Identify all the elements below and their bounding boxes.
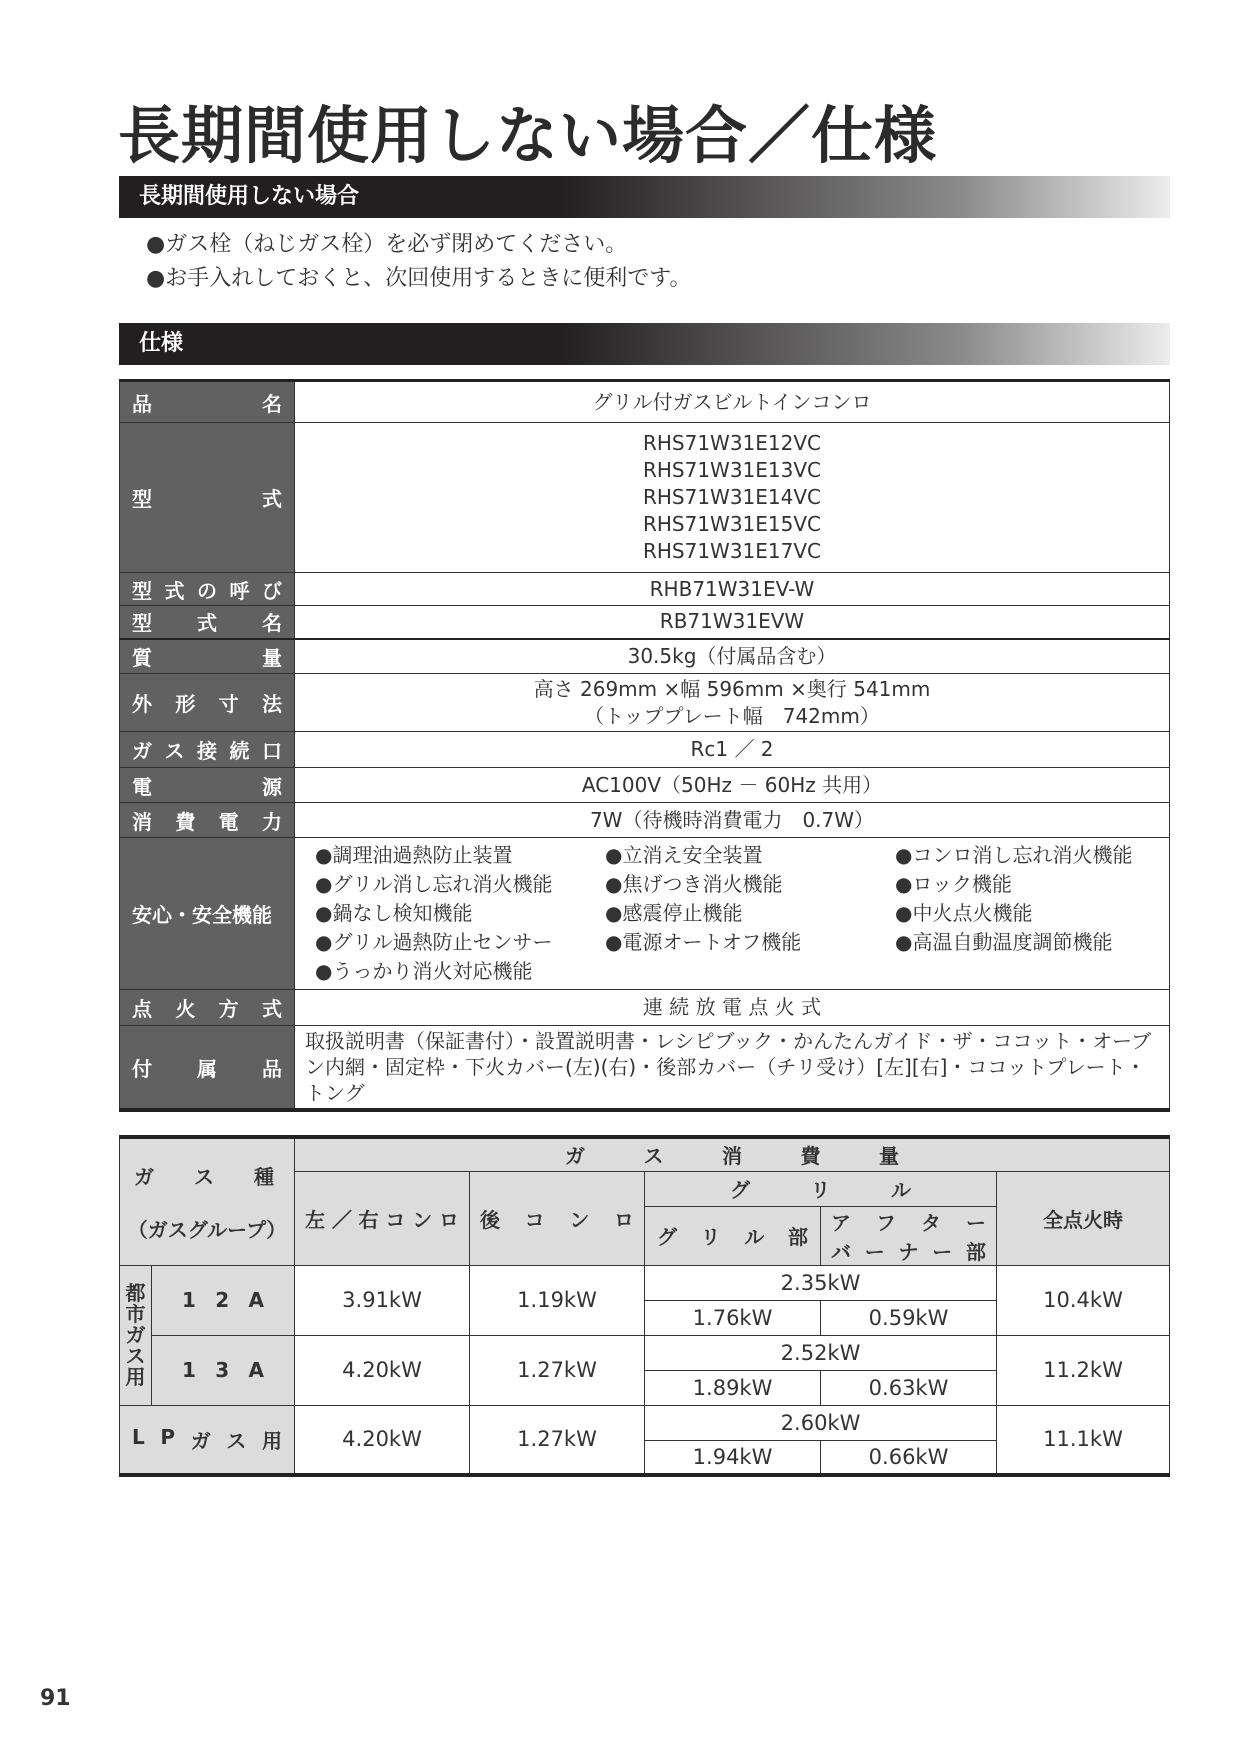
label-char: ー	[864, 1239, 885, 1264]
label-char: L	[132, 1424, 145, 1449]
spec-value: グリル付ガスビルトインコンロ	[295, 381, 1170, 423]
storage-bullet: ●ガス栓（ねじガス栓）を必ず閉めてください。	[146, 232, 628, 257]
spread-label	[645, 1174, 996, 1203]
grill-total-value: 2.35kW	[645, 1265, 997, 1300]
spread-label	[470, 1204, 644, 1233]
label-char: ス	[643, 1144, 664, 1169]
spec-label	[120, 768, 295, 803]
safety-feature: ●鍋なし検知機能	[315, 901, 473, 925]
spec-row-gas-connection	[120, 732, 1170, 768]
spec-row-power-consumption	[120, 803, 1170, 838]
label-char: ル	[744, 1225, 765, 1249]
left-right-value: 4.20kW	[295, 1335, 470, 1405]
grill-total-value: 2.60kW	[645, 1405, 997, 1440]
all-burners-header: 全点火時	[997, 1171, 1170, 1265]
section-heading-storage: 長期間使用しない場合	[119, 176, 1170, 218]
page-title: 長期間使用しない場合／仕様	[118, 99, 938, 172]
label-char: 型	[132, 487, 152, 511]
label-char: 呼	[229, 578, 250, 603]
all-burners-value: 10.4kW	[997, 1265, 1170, 1335]
label-char: ー	[932, 1239, 953, 1264]
gas-name	[152, 1265, 295, 1335]
spec-value	[295, 674, 1170, 732]
label-char: 部	[787, 1225, 808, 1249]
spec-row-ignition	[120, 990, 1170, 1026]
model-number: RHS71W31E15VC	[642, 512, 822, 536]
model-number: RHS71W31E13VC	[642, 458, 822, 482]
label-char: 接	[197, 739, 217, 763]
spec-value	[295, 1026, 1170, 1111]
label-char: 火	[175, 997, 196, 1021]
label-char: ナ	[898, 1239, 919, 1264]
rear-burner-header	[470, 1171, 645, 1265]
label-char: 左	[305, 1207, 326, 1232]
spec-value: 連 続 放 電 点 火 式	[295, 990, 1170, 1026]
safety-feature: ●グリル過熱防止センサー	[315, 930, 553, 954]
label-char: ン	[412, 1207, 433, 1232]
rear-value: 1.27kW	[470, 1335, 645, 1405]
safety-feature: ●焦げつき消火機能	[605, 872, 783, 896]
label-char: 品	[262, 1056, 282, 1081]
safety-feature: ●うっかり消火対応機能	[315, 959, 533, 983]
storage-bullet: ●お手入れしておくと、次回使用するときに便利です。	[146, 266, 692, 291]
spec-row-product-name	[120, 381, 1170, 423]
spec-value	[295, 838, 1170, 990]
safety-feature: ●コンロ消し忘れ消火機能	[895, 843, 1133, 867]
label-char: 費	[800, 1144, 821, 1169]
grill-part-value: 1.94kW	[645, 1440, 821, 1475]
gas-name	[152, 1335, 295, 1405]
label-char: ガ	[190, 1428, 211, 1453]
safety-feature: ●中火点火機能	[895, 901, 1033, 925]
grill-header	[645, 1171, 997, 1206]
grill-total-value: 2.52kW	[645, 1335, 997, 1370]
label-char: 属	[197, 1056, 217, 1081]
label-char: グ	[730, 1178, 751, 1202]
all-burners-value: 11.2kW	[997, 1335, 1170, 1405]
label-char: 式	[261, 997, 282, 1021]
safety-feature: ●グリル消し忘れ消火機能	[315, 872, 553, 896]
label-char: 続	[229, 739, 250, 763]
model-number: RHS71W31E14VC	[642, 485, 822, 509]
label-char: ／	[331, 1207, 352, 1232]
spread-label	[132, 642, 282, 671]
spec-row-dimensions	[120, 674, 1170, 732]
city-gas-vertical-label: 都市ガス用	[125, 1280, 146, 1389]
dimensions-line: （トッププレート幅 742mm）	[584, 703, 880, 728]
spec-label	[120, 573, 295, 606]
gas-header-row	[120, 1137, 1170, 1171]
after-burner-header	[821, 1206, 997, 1265]
spread-label	[132, 993, 282, 1022]
label-char: 型	[132, 611, 152, 636]
label-char: バ	[831, 1239, 852, 1264]
page-number: 91	[40, 1686, 71, 1711]
spec-label	[120, 639, 295, 674]
spec-row-safety	[120, 838, 1170, 990]
spec-label: 安心・安全機能	[120, 838, 295, 990]
safety-feature: ●立消え安全装置	[605, 843, 763, 867]
label-char: 型	[132, 578, 152, 603]
spread-label	[645, 1221, 820, 1250]
safety-feature: ●電源オートオフ機能	[605, 930, 802, 954]
safety-feature: ●高温自動温度調節機能	[895, 930, 1113, 954]
spec-label	[120, 1026, 295, 1111]
left-right-value: 3.91kW	[295, 1265, 470, 1335]
label-char: 寸	[218, 692, 239, 716]
rear-value: 1.27kW	[470, 1405, 645, 1475]
safety-feature: ●感震停止機能	[605, 901, 743, 925]
gas-name	[120, 1405, 295, 1475]
label-char: の	[197, 578, 217, 603]
label-char: 部	[966, 1239, 987, 1264]
label-char: ー	[966, 1210, 987, 1235]
model-number: RHS71W31E12VC	[642, 431, 822, 455]
label-char: ア	[831, 1210, 852, 1235]
spread-label	[132, 1053, 282, 1082]
spec-label	[120, 803, 295, 838]
gas-type-header	[120, 1137, 295, 1265]
spec-row-accessories	[120, 1026, 1170, 1111]
spread-label	[295, 1140, 1169, 1169]
spec-row-power-source	[120, 768, 1170, 803]
model-number: RHS71W31E17VC	[642, 539, 822, 563]
spec-label	[120, 674, 295, 732]
grill-part-header	[645, 1206, 821, 1265]
spread-label	[152, 1358, 294, 1382]
label-char: 式	[262, 487, 282, 511]
spec-label	[120, 990, 295, 1026]
label-char: 2	[215, 1288, 230, 1312]
label-char: コ	[524, 1207, 545, 1232]
label-char: 質	[132, 645, 152, 670]
label-char: ス	[194, 1164, 214, 1189]
gas-group-label: （ガスグループ）	[127, 1217, 287, 1242]
label-char: 後	[480, 1207, 501, 1232]
spec-label	[120, 423, 295, 573]
label-char: 電	[218, 809, 239, 834]
label-char: 種	[254, 1164, 274, 1189]
spread-label	[821, 1207, 996, 1236]
spec-row-weight	[120, 639, 1170, 674]
spec-value	[295, 423, 1170, 573]
label-char: 口	[262, 739, 282, 763]
left-right-value: 4.20kW	[295, 1405, 470, 1475]
label-char: P	[160, 1424, 176, 1449]
label-char: ス	[164, 739, 185, 763]
spread-label	[132, 735, 282, 764]
label-char: 力	[261, 809, 282, 834]
label-char: 右	[358, 1207, 379, 1232]
safety-feature: ●調理油過熱防止装置	[315, 843, 513, 867]
spread-label	[821, 1236, 996, 1265]
label-char: リ	[700, 1225, 721, 1249]
label-char: A	[248, 1358, 265, 1382]
label-char: 量	[262, 645, 282, 670]
spread-label	[152, 1288, 294, 1312]
spec-value: 7W（待機時消費電力 0.7W）	[295, 803, 1170, 838]
gas-row-12a	[120, 1265, 1170, 1300]
label-char: 形	[175, 692, 196, 716]
spread-label	[120, 1161, 294, 1214]
spread-label	[295, 1204, 469, 1233]
city-gas-label	[120, 1265, 152, 1405]
label-char: 方	[218, 997, 239, 1021]
gas-row-13a	[120, 1335, 1170, 1370]
spec-label	[120, 732, 295, 768]
spec-label	[120, 606, 295, 639]
spec-value: 30.5kg（付属品含む）	[295, 639, 1170, 674]
label-char: ル	[891, 1178, 912, 1202]
spread-label	[132, 607, 282, 636]
label-char: 源	[262, 774, 282, 799]
label-char: 外	[132, 692, 152, 716]
grill-part-value: 1.89kW	[645, 1370, 821, 1405]
spec-table	[119, 379, 1170, 1112]
label-char: 式	[197, 611, 217, 636]
gas-consumption-table	[119, 1135, 1170, 1477]
label-char: 消	[721, 1144, 742, 1169]
gas-row-lp	[120, 1405, 1170, 1440]
after-burner-value: 0.59kW	[821, 1300, 997, 1335]
spec-label	[120, 381, 295, 423]
safety-feature: ●ロック機能	[895, 872, 1013, 896]
consumption-header	[295, 1137, 1170, 1171]
accessories-text: 取扱説明書（保証書付）・設置説明書・レシピブック・かんたんガイド・ザ・ココット・オーブン内網・固定枠・下火カバー(左)(右)・後部カバー（チリ受け）[左][右]・ココットプレート・トング	[305, 1029, 1152, 1105]
label-char: フ	[876, 1210, 897, 1235]
safety-feature-grid	[295, 839, 1169, 988]
label-char: 法	[261, 692, 282, 716]
label-char: リ	[810, 1178, 831, 1202]
label-char: ン	[569, 1207, 590, 1232]
spec-row-model-call	[120, 573, 1170, 606]
spread-label	[132, 688, 282, 717]
after-burner-value: 0.66kW	[821, 1440, 997, 1475]
spread-label	[132, 575, 282, 604]
label-char: 量	[878, 1144, 899, 1169]
spec-row-model-name	[120, 606, 1170, 639]
label-char: グ	[657, 1225, 678, 1249]
label-char: 付	[132, 1056, 152, 1081]
label-char: ガ	[565, 1144, 586, 1169]
left-right-burner-header	[295, 1171, 470, 1265]
label-char: コ	[385, 1207, 406, 1232]
spec-value: RHB71W31EV-W	[295, 573, 1170, 606]
label-char: タ	[921, 1210, 942, 1235]
spec-row-model	[120, 423, 1170, 573]
label-char: 1	[182, 1288, 196, 1312]
label-char: 用	[261, 1428, 282, 1453]
label-char: 点	[132, 997, 152, 1021]
rear-value: 1.19kW	[470, 1265, 645, 1335]
spec-value: RB71W31EVW	[295, 606, 1170, 639]
label-char: 電	[132, 774, 152, 799]
label-char: 費	[175, 809, 196, 834]
spread-label	[132, 388, 282, 417]
label-char: 名	[262, 391, 282, 416]
label-char: び	[262, 578, 282, 603]
spread-label	[132, 771, 282, 800]
storage-bullet-list	[146, 228, 691, 296]
label-char: ロ	[439, 1207, 459, 1232]
section-heading-spec: 仕様	[119, 323, 1170, 365]
spec-value: Rc1 ／ 2	[295, 732, 1170, 768]
dimensions-line: 高さ 269mm ×幅 596mm ×奥行 541mm	[533, 676, 931, 701]
label-char: 1	[182, 1358, 196, 1382]
label-char: ロ	[613, 1207, 634, 1232]
spread-label	[132, 483, 282, 512]
spread-label	[132, 806, 282, 835]
grill-part-value: 1.76kW	[645, 1300, 821, 1335]
label-char: 式	[164, 578, 185, 603]
label-char: ス	[226, 1428, 247, 1453]
label-char: 消	[132, 809, 152, 834]
after-burner-value: 0.63kW	[821, 1370, 997, 1405]
label-char: 名	[262, 611, 282, 636]
all-burners-value: 11.1kW	[997, 1405, 1170, 1475]
label-char: ガ	[132, 739, 152, 763]
label-char: A	[248, 1288, 265, 1312]
label-char: 3	[215, 1358, 230, 1382]
label-char: ガ	[134, 1164, 154, 1189]
label-char: 品	[132, 391, 152, 416]
spread-label	[120, 1425, 294, 1454]
spec-value: AC100V（50Hz － 60Hz 共用）	[295, 768, 1170, 803]
